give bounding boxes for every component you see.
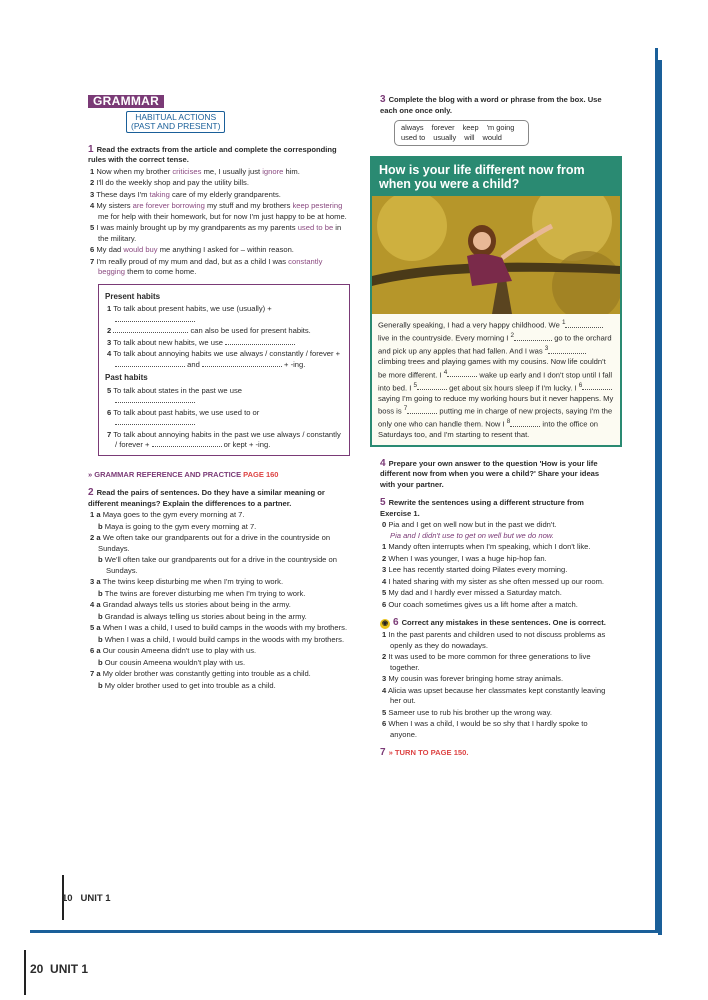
exercise-5-example: 0 Pia and I get on well now but in the past we didn't. Pia and I didn't use to get on well but we do now. — [382, 520, 557, 540]
inner-page-footer: 10 UNIT 1 — [62, 893, 111, 904]
list-item — [380, 565, 610, 576]
item-number: 6 — [382, 719, 387, 729]
item-number: 1 — [90, 166, 95, 176]
item-text: Maya goes to the gym every morning at 7. — [102, 510, 245, 519]
item-text: Alicia was upset because her classmates kept constantly leaving her out. — [387, 685, 606, 706]
item-text: In the past parents and children used to not discuss problems as openly as they do nowadays. — [388, 630, 606, 650]
blog-blank[interactable] — [548, 353, 586, 354]
word-option: usually — [433, 133, 457, 142]
item-text: I hated sharing with my sister as she often messed up our room. — [388, 576, 605, 586]
item-text: care of my elderly grandparents. — [169, 189, 281, 199]
left-column — [88, 95, 350, 691]
item-number: 7 — [90, 669, 95, 678]
sentence-pair-b — [88, 681, 350, 692]
item-text: It was used to be more common for three generations to live together. — [388, 652, 591, 672]
item-number: 6 — [90, 245, 95, 254]
item-number: 1 — [90, 510, 95, 519]
rule-blank[interactable] — [115, 366, 185, 367]
word-option: keep — [462, 123, 479, 132]
word-option: will — [464, 133, 475, 142]
pair-letter: b — [98, 634, 105, 644]
item-text: The twins are forever disturbing me when I'm trying to work. — [104, 588, 306, 598]
blog-panel — [370, 156, 622, 447]
rule-2: 2 can also be used for present habits. — [107, 326, 311, 335]
list-item — [88, 201, 350, 222]
word-option: would — [482, 133, 502, 142]
blog-text: Generally speaking, I had a very happy childhood. We $^1$ live in the countryside. Every morning I $^2$ go to the orchard and pick up any apples that had fallen. And I was $^3$ climbing trees and playing games with my cousins. Now life couldn't be more different. I $^4$ wake up early and I don't stop until I fall into bed. I $^5$ get about six hours sleep if I'm lucky. I $^6$ saying I'm going to reduce my working hours but it never happens. My boss is $^7$ putting me in charge of new projects, saying I'm the only one who can handle them. Now I $^8$ into the office on Saturdays too, and I'm starting to resent that. — [372, 314, 620, 445]
list-item — [88, 167, 350, 178]
exercise-1-list — [88, 167, 350, 278]
word-option: forever — [431, 123, 455, 132]
item-number: 5 — [382, 588, 387, 598]
rule-6: 6 To talk about past habits, we use used to or — [105, 408, 343, 429]
grammar-tag: GRAMMAR — [88, 95, 164, 108]
girl-in-tree-image — [372, 196, 620, 314]
item-text: My older brother used to get into trouble as a child. — [104, 680, 276, 690]
rule-blank[interactable] — [115, 321, 195, 322]
list-item — [88, 245, 350, 256]
item-text: My dad — [96, 245, 124, 254]
item-text: When I was younger, I was a huge hip-hop fan. — [388, 553, 547, 563]
item-number: 3 — [382, 565, 387, 575]
item-number: 2 — [382, 652, 387, 662]
item-text: The twins keep disturbing me when I'm trying to work. — [102, 577, 284, 586]
word-box — [394, 120, 529, 146]
sentence-pair-b — [88, 589, 350, 600]
item-number: 1 — [382, 542, 387, 552]
item-number: 5 — [382, 707, 387, 717]
list-item — [380, 630, 610, 651]
blog-blank[interactable] — [510, 426, 540, 427]
sentence-pair-a — [88, 577, 350, 588]
item-text: Grandad always tells us stories about being in the army. — [102, 600, 291, 609]
blog-blank[interactable] — [582, 389, 612, 390]
footer-divider — [24, 950, 26, 995]
page-edge — [658, 60, 662, 935]
list-item — [380, 600, 610, 611]
item-number: 4 — [382, 576, 387, 586]
item-text: These days I'm — [96, 189, 150, 199]
pair-letter: a — [94, 577, 103, 586]
pair-letter: a — [94, 646, 103, 655]
highlighted-verb: constantly begging — [98, 256, 323, 276]
sentence-pair-b — [88, 522, 350, 533]
item-number: 1 — [382, 630, 387, 640]
double-chevron-icon: » — [88, 469, 93, 479]
blog-blank[interactable] — [514, 340, 552, 341]
sentence-pair-a — [88, 623, 350, 634]
item-text: My sisters — [96, 201, 133, 210]
rule-4: 4 To talk about annoying habits we use always / constantly / forever + and + -ing. — [107, 349, 341, 369]
item-number: 6 — [382, 599, 387, 609]
exercise-5-list — [380, 542, 610, 610]
list-item — [380, 686, 610, 707]
exercise-1-instruction: 1 Read the extracts from the article and complete the corresponding rules with the correct tense. — [88, 143, 337, 164]
word-option: used to — [401, 133, 426, 142]
item-number: 4 — [90, 201, 95, 210]
exercise-6-instruction: ◉ 6 Correct any mistakes in these sentences. One is correct. — [381, 617, 606, 629]
highlighted-verb: keep pestering — [292, 201, 343, 210]
sentence-pair-b — [88, 635, 350, 646]
blog-blank[interactable] — [565, 327, 603, 328]
rule-blank[interactable] — [225, 344, 295, 345]
item-text: them to come home. — [125, 267, 197, 276]
item-text: in the military. — [98, 223, 342, 243]
item-text: We'll often take our grandparents out for a drive in the countryside on Sundays. — [104, 555, 337, 575]
rule-3: 3 To talk about new habits, we use — [105, 338, 343, 349]
pair-letter: a — [94, 623, 103, 632]
highlighted-verb: used to be — [297, 223, 334, 232]
grammar-reference-link[interactable]: » GRAMMAR REFERENCE AND PRACTICE PAGE 160 — [88, 469, 279, 479]
item-text: Mandy often interrupts when I'm speaking, which I don't like. — [388, 542, 591, 552]
exercise-2-instruction: 2 Read the pairs of sentences. Do they have a similar meaning or different meanings? Explain the differences to a partner. — [88, 487, 325, 508]
rule-1: 1 To talk about present habits, we use (usually) + — [105, 304, 343, 325]
rule-7: 7 To talk about annoying habits in the past we use always / constantly / forever + or kept + -ing. — [107, 429, 341, 449]
item-number: 4 — [382, 685, 387, 695]
pair-letter: a — [94, 669, 103, 678]
pair-letter: b — [98, 588, 105, 598]
blog-title: How is your life different now from when you were a child? — [372, 158, 620, 196]
list-item — [380, 554, 610, 565]
list-item — [380, 588, 610, 599]
exercise-6-list — [380, 630, 610, 740]
item-text: When I was a child, I would build camps in the woods with my brothers. — [104, 634, 345, 644]
double-chevron-icon: » — [388, 748, 393, 758]
list-item — [380, 652, 610, 673]
item-text: Sameer use to rub his brother up the wrong way. — [388, 707, 552, 717]
sentence-pair-a — [88, 600, 350, 611]
item-text: My older brother was constantly getting into trouble as a child. — [102, 669, 311, 678]
list-item — [380, 542, 610, 553]
item-text: Grandad is always telling us stories about being in the army. — [104, 611, 307, 621]
rule-blank[interactable] — [152, 446, 222, 447]
item-text: When I was a child, I used to build camps in the woods with my brothers. — [102, 623, 348, 632]
item-text: me, I usually just — [201, 166, 263, 176]
item-text: him. — [283, 166, 300, 176]
sentence-pair-b — [88, 555, 350, 576]
list-item — [88, 190, 350, 201]
rule-blank[interactable] — [202, 366, 282, 367]
item-number: 3 — [382, 674, 387, 684]
list-item — [380, 577, 610, 588]
pair-letter: b — [98, 555, 105, 564]
pair-letter: b — [98, 657, 105, 667]
item-text: Lee has recently started doing Pilates every morning. — [388, 565, 568, 575]
grammar-subtitle: HABITUAL ACTIONS (PAST AND PRESENT) — [126, 111, 225, 133]
item-text: Now when my brother — [96, 166, 173, 176]
highlighted-verb: ignore — [262, 166, 284, 176]
item-text: my stuff and my brothers — [204, 201, 293, 210]
exercise-7[interactable]: 7 » TURN TO PAGE 150. — [380, 747, 469, 759]
list-item — [380, 708, 610, 719]
item-text: Our coach sometimes gives us a lift home after a match. — [388, 599, 578, 609]
item-number: 2 — [382, 553, 387, 563]
rule-blank[interactable] — [115, 424, 195, 425]
highlighted-verb: would buy — [123, 245, 158, 254]
item-text: I'll do the weekly shop and pay the utility bills. — [96, 178, 249, 187]
item-text: We often take our grandparents out for a drive in the countryside on Sundays. — [98, 533, 331, 553]
sentence-pair-a — [88, 533, 350, 554]
sentence-pair-a — [88, 669, 350, 680]
highlighted-verb: criticises — [172, 166, 202, 176]
pair-letter: a — [94, 600, 103, 609]
blog-blank[interactable] — [407, 413, 437, 414]
item-text: Our cousin Ameena didn't use to play with us. — [102, 646, 257, 655]
sentence-pair-b — [88, 612, 350, 623]
exercise-2-list — [88, 510, 350, 691]
item-text: My cousin was forever bringing home stray animals. — [388, 674, 564, 684]
item-text: I was mainly brought up by my grandparents as my parents — [96, 223, 298, 232]
past-habits-title: Past habits — [105, 373, 148, 382]
speaking-icon: ◉ — [381, 620, 389, 628]
grammar-header — [88, 95, 350, 133]
blog-blank[interactable] — [417, 389, 447, 390]
word-option: 'm going — [486, 123, 515, 132]
highlighted-verb: are forever borrowing — [132, 201, 205, 210]
rule-blank[interactable] — [115, 402, 195, 403]
present-habits-title: Present habits — [105, 291, 161, 301]
rule-blank[interactable] — [113, 332, 188, 333]
list-item — [380, 719, 610, 740]
sentence-pair-a — [88, 646, 350, 657]
pair-letter: a — [94, 533, 103, 542]
blog-photo — [372, 196, 620, 314]
word-option: always — [401, 123, 424, 132]
blog-blank[interactable] — [447, 376, 477, 377]
highlighted-verb: taking — [149, 189, 170, 199]
sentence-pair-a — [88, 510, 350, 521]
item-number: 4 — [90, 600, 95, 609]
exercise-4-instruction: 4 Prepare your own answer to the question 'How is your life different now from when you were a child?' Share your ideas with your partner. — [380, 457, 600, 489]
item-number: 3 — [90, 577, 95, 586]
right-column — [378, 94, 614, 759]
item-text: I'm really proud of my mum and dad, but as a child I was — [96, 256, 289, 266]
item-number: 6 — [90, 646, 95, 655]
pair-letter: b — [98, 611, 105, 621]
list-item — [88, 223, 350, 244]
item-text: When I was a child, I would be so shy that I hardly spoke to anyone. — [388, 719, 588, 739]
pair-letter: b — [98, 521, 105, 531]
list-item — [380, 674, 610, 685]
item-number: 2 — [90, 533, 95, 542]
exercise-5-instruction: 5 Rewrite the sentences using a different structure from Exercise 1. — [380, 497, 584, 518]
sentence-pair-b — [88, 658, 350, 669]
item-number: 5 — [90, 623, 95, 632]
item-text: Our cousin Ameena wouldn't play with us. — [104, 657, 246, 667]
item-text: me for help with their homework, but for now I'm just happy to be at home. — [98, 211, 347, 221]
rule-5: 5 To talk about states in the past we use — [105, 386, 343, 407]
item-number: 3 — [90, 189, 95, 199]
item-number: 2 — [90, 178, 95, 187]
exercise-3-instruction: 3 Complete the blog with a word or phrase from the box. Use each one once only. — [380, 94, 602, 115]
item-text: My dad and I hardly ever missed a Saturday match. — [388, 588, 562, 598]
outer-page-footer: 20 UNIT 1 — [30, 962, 89, 976]
item-number: 7 — [90, 256, 95, 266]
list-item — [88, 257, 350, 278]
rules-box — [98, 284, 350, 456]
item-number: 5 — [90, 223, 95, 232]
pair-letter: b — [98, 680, 105, 690]
pair-letter: a — [94, 510, 103, 519]
list-item — [88, 178, 350, 189]
item-text: Maya is going to the gym every morning at 7. — [104, 521, 257, 531]
item-text: me anything I asked for – within reason. — [157, 245, 294, 254]
